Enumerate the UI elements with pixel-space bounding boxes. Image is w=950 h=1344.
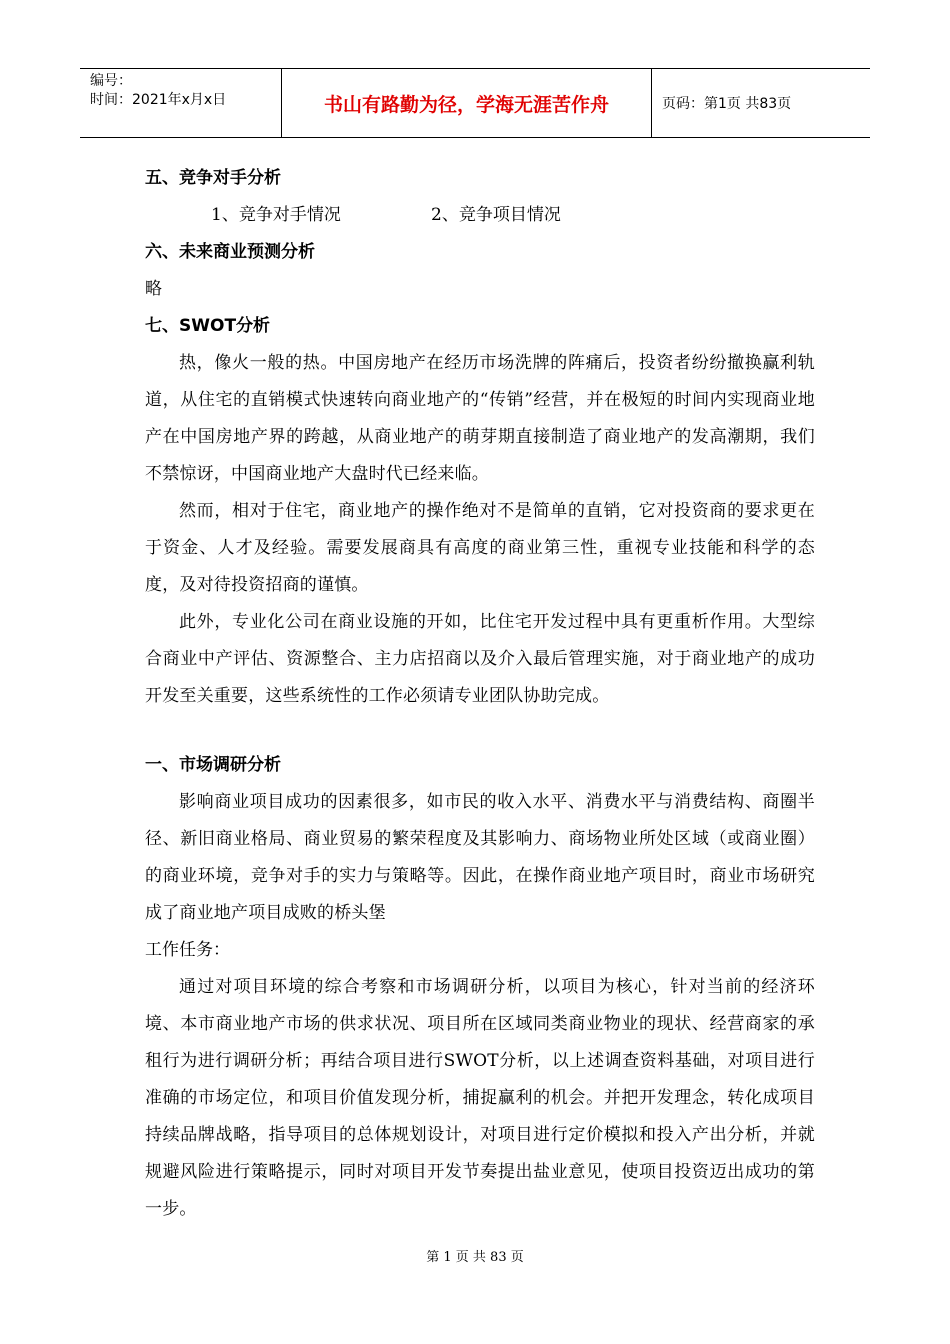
task-label: 工作任务： bbox=[145, 940, 230, 960]
section-title: 一、市场调研分析 bbox=[145, 755, 281, 775]
paragraph: 影响商业项目成功的因素很多，如市民的收入水平、消费水平与消费结构、商圈半径、新旧商业格局、商业贸易的繁荣程度及其影响力、商场物业所处区域（或商业圈）的商业环境，竞争对手的实力与策略等。因此，在操作商业地产项目时，商业市场研究成了商业地产项目成败的桥头堡 bbox=[145, 792, 815, 923]
section-title: 七、SWOT分析 bbox=[145, 316, 271, 336]
section-title: 五、竞争对手分析 bbox=[145, 168, 281, 188]
header-meta bbox=[80, 69, 282, 137]
document-body bbox=[145, 160, 815, 1228]
time-label: 时间：2021年x月x日 bbox=[90, 92, 227, 108]
paragraph: 略 bbox=[145, 279, 162, 299]
paragraph: 热，像火一般的热。中国房地产在经历市场洗牌的阵痛后，投资者纷纷撤换赢利轨道，从住宅的直销模式快速转向商业地产的“传销”经营，并在极短的时间内实现商业地产在中国房地产界的跨越，从商业地产的萌芽期直接制造了商业地产的发高潮期，我们不禁惊讶，中国商业地产大盘时代已经来临。 bbox=[145, 353, 815, 484]
subsection-row bbox=[145, 197, 815, 234]
section-title: 六、未来商业预测分析 bbox=[145, 242, 315, 262]
header-page-info: 页码：第1页 共83页 bbox=[662, 96, 792, 112]
subsection-item: 2、竞争项目情况 bbox=[431, 205, 561, 225]
paragraph: 此外，专业化公司在商业设施的开如，比住宅开发过程中具有更重析作用。大型综合商业中产评估、资源整合、主力店招商以及介入最后管理实施，对于商业地产的成功开发至关重要，这些系统性的工作必须请专业团队协助完成。 bbox=[145, 612, 815, 706]
number-label: 编号： bbox=[90, 73, 132, 89]
paragraph: 通过对项目环境的综合考察和市场调研分析，以项目为核心，针对当前的经济环境、本市商业地产市场的供求状况、项目所在区域同类商业物业的现状、经营商家的承租行为进行调研分析；再结合项目进行SWOT分析，以上述调查资料基础，对项目进行准确的市场定位，和项目价值发现分析，捕捉赢利的机会。并把开发理念，转化成项目持续品牌战略，指导项目的总体规划设计，对项目进行定价模拟和投入产出分析，并就规避风险进行策略提示，同时对项目开发节奏提出盐业意见，使项目投资迈出成功的第一步。 bbox=[145, 977, 815, 1219]
header-motto: 书山有路勤为径，学海无涯苦作舟 bbox=[282, 69, 652, 137]
page-footer: 第 1 页 共 83 页 bbox=[426, 1250, 524, 1265]
paragraph: 然而，相对于住宅，商业地产的操作绝对不是简单的直销，它对投资商的要求更在于资金、人才及经验。需要发展商具有高度的商业第三性，重视专业技能和科学的态度，及对待投资招商的谨慎。 bbox=[145, 501, 815, 595]
page-header bbox=[80, 68, 870, 138]
subsection-item: 1、竞争对手情况 bbox=[211, 205, 341, 225]
spacer bbox=[145, 715, 815, 747]
